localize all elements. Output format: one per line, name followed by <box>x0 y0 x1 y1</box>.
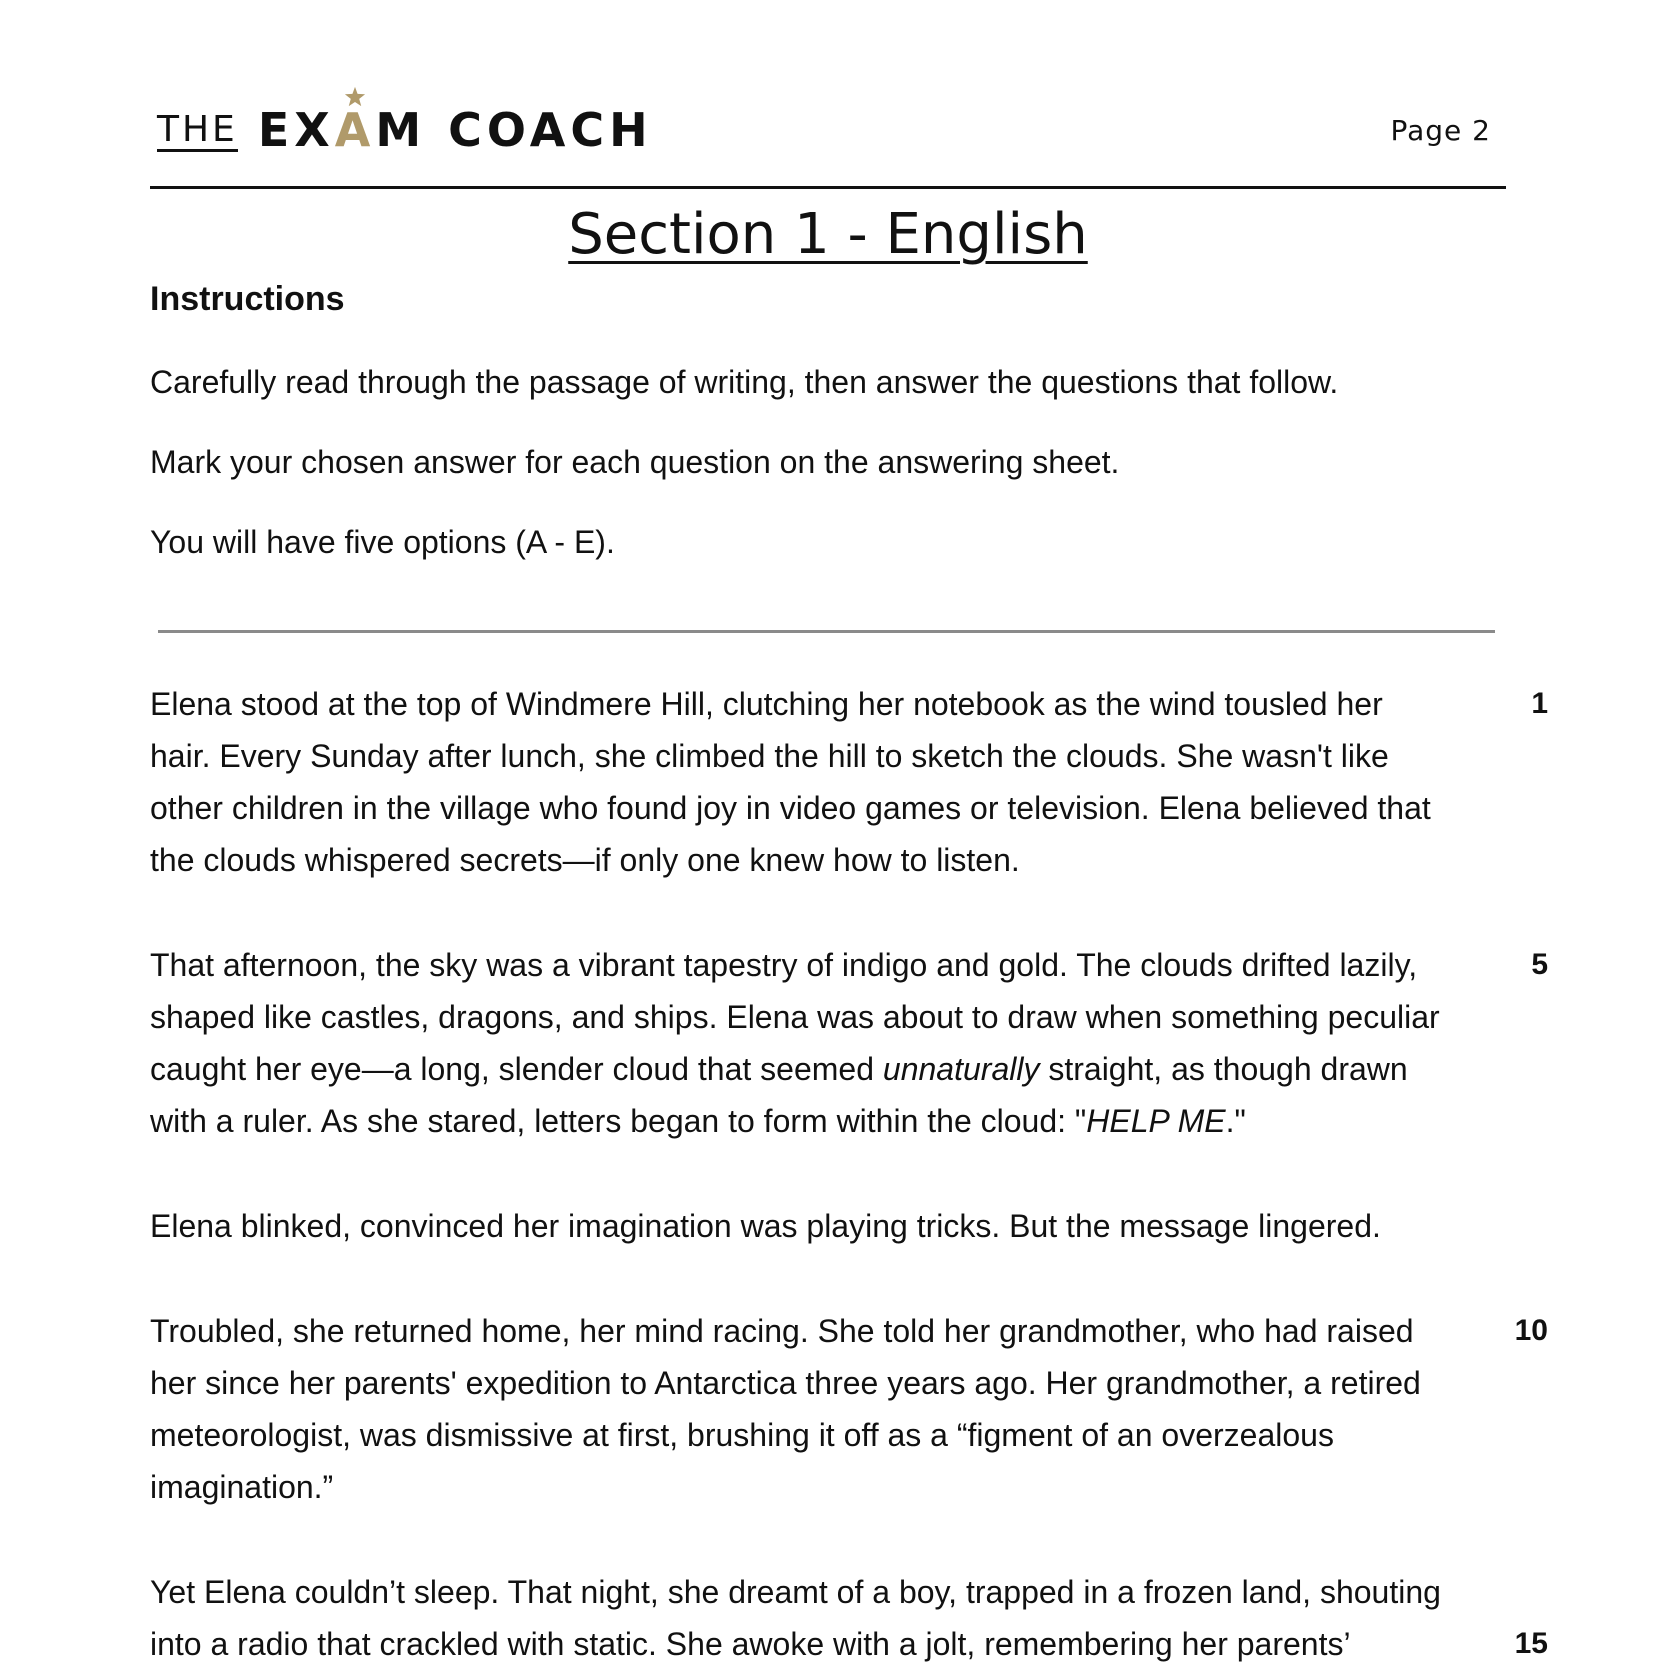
logo-a-with-star <box>335 104 376 156</box>
exam-coach-logo <box>157 96 653 156</box>
page-number: Page 2 <box>1390 114 1491 147</box>
line-number: 5 <box>1531 948 1548 981</box>
instruction-line: You will have five options (A - E). <box>150 524 615 560</box>
passage-line: shaped like castles, dragons, and ships. Elena was about to draw when something peculiar <box>150 999 1440 1035</box>
section-title <box>0 200 1656 270</box>
instruction-line: Carefully read through the passage of writing, then answer the questions that follow. <box>150 364 1339 400</box>
passage-line <box>150 1095 1530 1147</box>
logo-ex: EX <box>257 103 335 157</box>
passage-line: other children in the village who found joy in video games or television. Elena believed that <box>150 790 1431 826</box>
passage-line: meteorologist, was dismissive at first, brushing it off as a “figment of an overzealous <box>150 1417 1334 1453</box>
passage-line: imagination.” <box>150 1469 334 1505</box>
line-number: 1 <box>1531 687 1548 720</box>
emphasis-text: unnaturally <box>882 1051 1040 1087</box>
line-number: 15 <box>1514 1627 1548 1660</box>
passage-text: caught her eye—a long, slender cloud that seemed <box>150 1051 883 1087</box>
passage-line: That afternoon, the sky was a vibrant tapestry of indigo and gold. The clouds drifted lazily, <box>150 947 1418 983</box>
passage-text: straight, as though drawn <box>1039 1051 1408 1087</box>
passage-paragraph <box>150 1200 1530 1252</box>
instruction-line: Mark your chosen answer for each question on the answering sheet. <box>150 444 1120 480</box>
line-number: 10 <box>1514 1314 1548 1347</box>
passage-line: into a radio that crackled with static. She awoke with a jolt, remembering her parents’ <box>150 1626 1351 1662</box>
logo-m: M <box>375 103 427 157</box>
section-title-text: Section 1 - English <box>568 202 1088 267</box>
passage-text: with a ruler. As she stared, letters began to form within the cloud: " <box>150 1103 1087 1139</box>
passage-paragraph <box>150 1305 1530 1513</box>
section-divider <box>158 630 1495 633</box>
header-rule <box>150 186 1506 189</box>
passage-line: Troubled, she returned home, her mind racing. She told her grandmother, who had raised <box>150 1313 1414 1349</box>
passage-paragraph <box>150 1566 1530 1670</box>
star-icon <box>344 86 366 108</box>
instructions-heading: Instructions <box>150 280 345 318</box>
passage-paragraph <box>150 678 1530 886</box>
passage-line: Elena blinked, convinced her imagination was playing tricks. But the message lingered. <box>150 1208 1381 1244</box>
passage-line: the clouds whispered secrets—if only one knew how to listen. <box>150 842 1020 878</box>
passage-line: Yet Elena couldn’t sleep. That night, she dreamt of a boy, trapped in a frozen land, shouting <box>150 1574 1441 1610</box>
logo-coach: COACH <box>448 103 653 157</box>
emphasis-text: HELP ME <box>1086 1103 1226 1139</box>
logo-the: THE <box>157 109 238 150</box>
passage-line: Elena stood at the top of Windmere Hill, clutching her notebook as the wind tousled her <box>150 686 1383 722</box>
passage-line: her since her parents' expedition to Antarctica three years ago. Her grandmother, a retired <box>150 1365 1421 1401</box>
passage-line <box>150 1043 1530 1095</box>
logo-wordmark <box>258 104 653 156</box>
passage-paragraph <box>150 939 1530 1147</box>
logo-a-letter: A <box>334 103 376 157</box>
passage-text: ." <box>1225 1103 1246 1139</box>
passage-line: hair. Every Sunday after lunch, she climbed the hill to sketch the clouds. She wasn't like <box>150 738 1389 774</box>
